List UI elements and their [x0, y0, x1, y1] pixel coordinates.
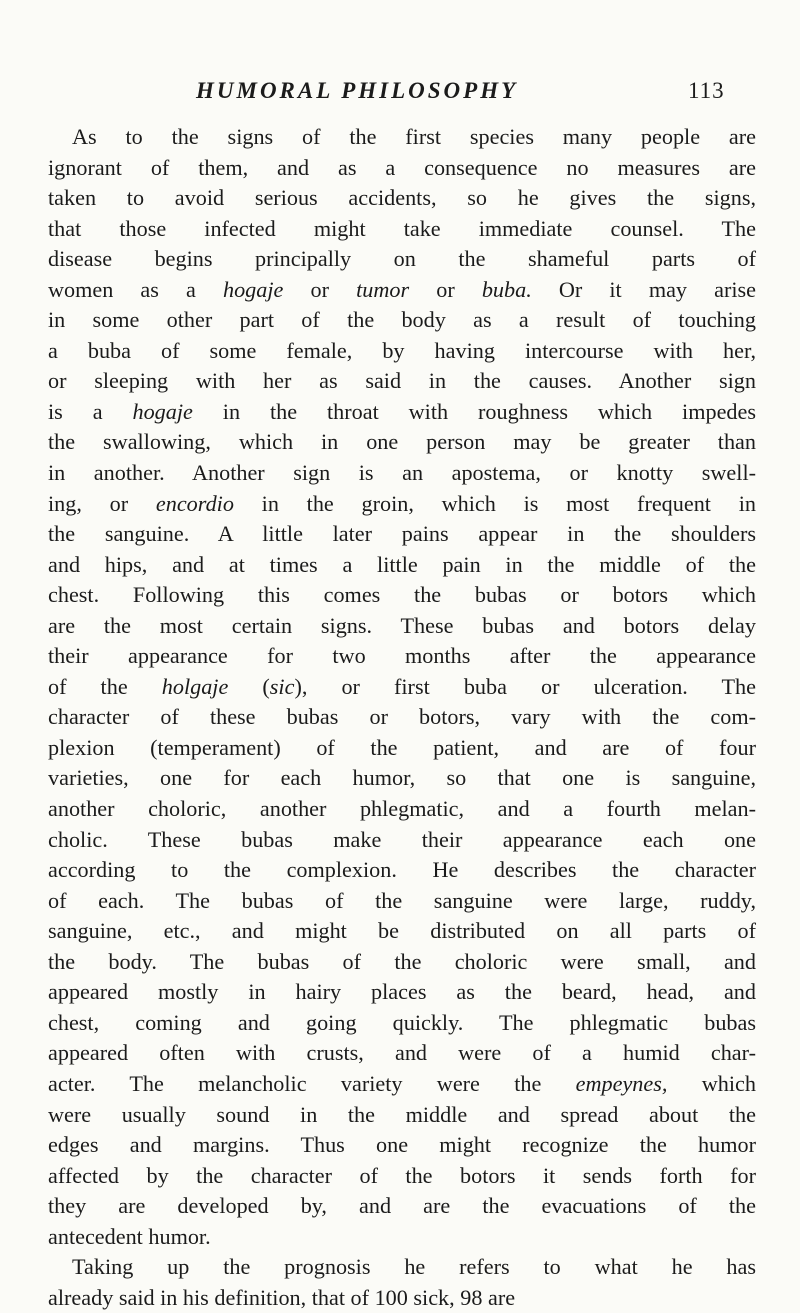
text-line: As to the signs of the first species many people are — [72, 124, 756, 149]
text-line: edges and margins. Thus one might recognize the humor — [48, 1132, 756, 1158]
text-line: sanguine, etc., and might be distributed on all parts of — [48, 918, 756, 944]
text-line: cholic. These bubas make their appearance each one — [48, 826, 756, 852]
italic-term: tumor — [356, 276, 410, 302]
text-line: disease begins principally on the shameful parts of — [48, 246, 756, 272]
text-line: the swallowing, which in one person may be greater than — [48, 429, 756, 455]
text-line: chest. Following this comes the bubas or botors which — [48, 582, 756, 608]
italic-term: empeynes, — [575, 1070, 668, 1096]
text-line: ignorant of them, and as a consequence no measures are — [48, 154, 756, 180]
text-line: the body. The bubas of the choloric were small, and — [48, 948, 756, 974]
text-line: affected by the character of the botors it sends forth for — [48, 1162, 756, 1188]
text-line: they are developed by, and are the evacuations of the — [48, 1193, 756, 1219]
text-line: varieties, one for each humor, so that one is sanguine, — [48, 765, 756, 791]
text-line: another choloric, another phlegmatic, and a fourth melan- — [48, 796, 756, 822]
text-line: plexion (temperament) of the patient, and are of four — [48, 734, 756, 760]
text-line: taken to avoid serious accidents, so he gives the signs, — [48, 185, 756, 211]
text-line: appeared mostly in hairy places as the beard, head, and — [48, 979, 756, 1005]
body-text — [48, 122, 756, 1313]
text-line: their appearance for two months after the appearance — [48, 643, 756, 669]
text-line: of each. The bubas of the sanguine were large, ruddy, — [48, 887, 756, 913]
text-line: and hips, and at times a little pain in the middle of the — [48, 551, 756, 577]
text-line: women as a hogaje or tumor or buba. Or it may arise — [48, 276, 757, 302]
italic-term: holgaje — [161, 673, 229, 699]
text-line: in another. Another sign is an apostema, or knotty swell- — [48, 460, 756, 486]
text-line: are the most certain signs. These bubas and botors delay — [48, 612, 756, 638]
text-line: is a hogaje in the throat with roughness which impedes — [48, 398, 756, 424]
text-line: ing, or encordio in the groin, which is most frequent in — [48, 490, 756, 516]
text-line: antecedent humor. — [48, 1223, 211, 1249]
text-line: or sleeping with her as said in the causes. Another sign — [48, 368, 756, 394]
text-line: already said in his definition, that of 100 sick, 98 are — [48, 1284, 516, 1310]
italic-term: encordio — [155, 490, 234, 516]
running-head-title: HUMORAL PHILOSOPHY — [196, 78, 519, 103]
text-line: were usually sound in the middle and spread about the — [48, 1101, 756, 1127]
italic-term: hogaje — [222, 276, 284, 302]
italic-term: buba. — [481, 276, 532, 302]
text-line: according to the complexion. He describes the character — [48, 857, 756, 883]
text-line: acter. The melancholic variety were the empeynes, which — [48, 1070, 756, 1096]
text-line: of the holgaje (sic), or first buba or ulceration. The — [48, 673, 757, 699]
paragraph-prognosis — [48, 1252, 756, 1313]
text-line: in some other part of the body as a result of touching — [48, 307, 756, 333]
text-line: chest, coming and going quickly. The phlegmatic bubas — [48, 1009, 756, 1035]
italic-term: sic — [269, 673, 295, 699]
italic-term: hogaje — [132, 398, 193, 424]
text-line: character of these bubas or botors, vary with the com- — [48, 704, 756, 730]
text-line: that those infected might take immediate counsel. The — [48, 215, 756, 241]
text-line: Taking up the prognosis he refers to what he has — [72, 1254, 756, 1280]
text-line: a buba of some female, by having intercourse with her, — [48, 337, 756, 363]
text-line: appeared often with crusts, and were of a humid char- — [48, 1040, 756, 1066]
text-line: the sanguine. A little later pains appear in the shoulders — [48, 521, 756, 547]
page-number: 113 — [688, 78, 725, 103]
paragraph-signs — [48, 122, 756, 1252]
